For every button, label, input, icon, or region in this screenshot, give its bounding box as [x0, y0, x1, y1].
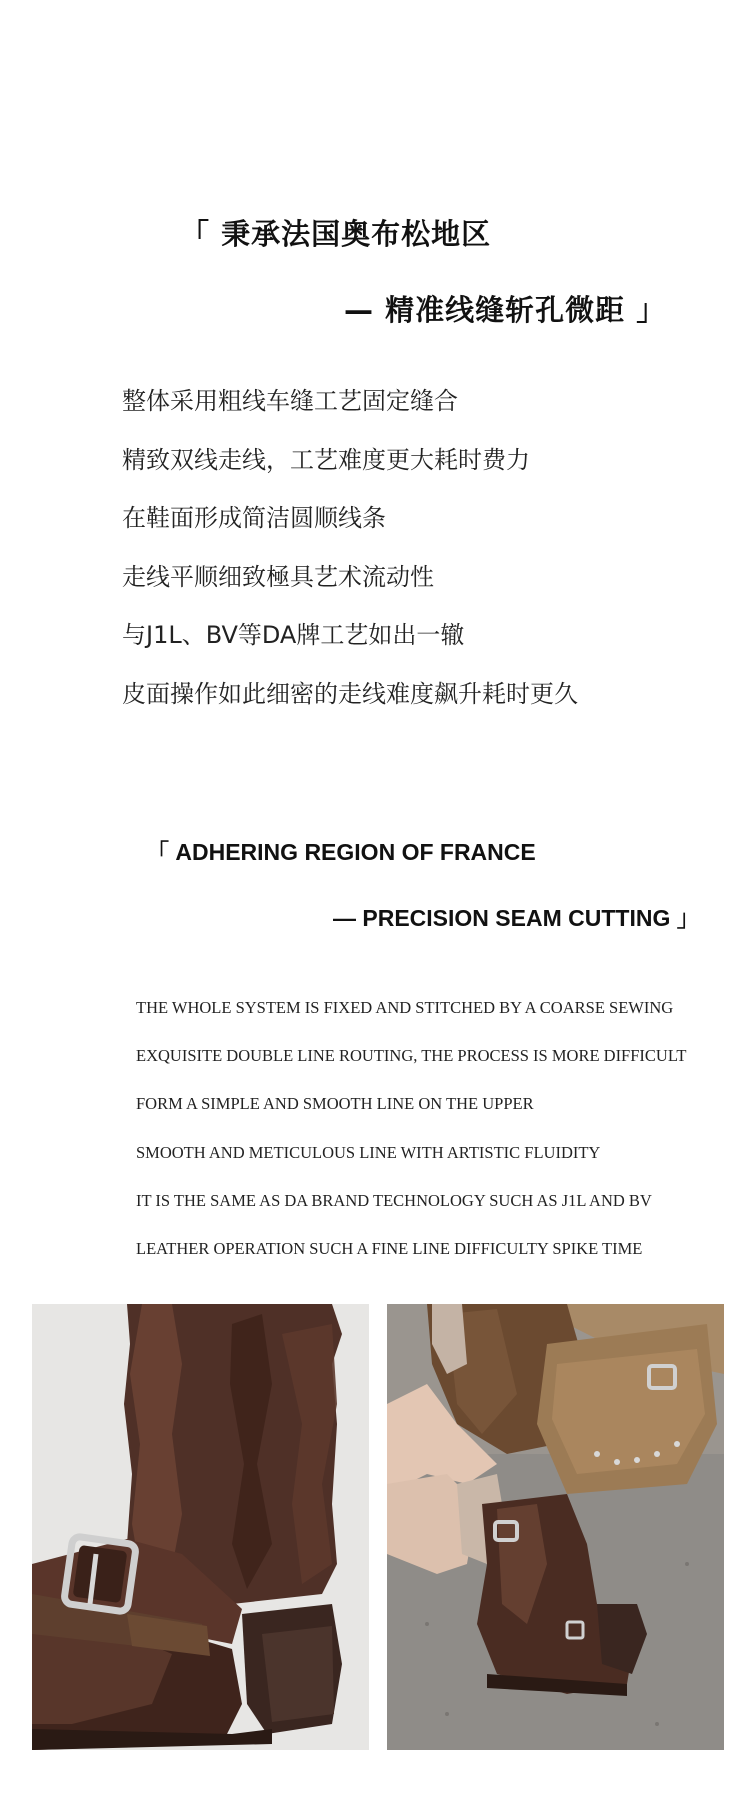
- english-line: LEATHER OPERATION SUCH A FINE LINE DIFFICULTY SPIKE TIME: [136, 1239, 643, 1259]
- chinese-line: 与J1L、BV等DA牌工艺如出一辙: [122, 621, 465, 649]
- chinese-heading-line-1: 「 秉承法国奥布松地区: [180, 217, 492, 251]
- english-line: EXQUISITE DOUBLE LINE ROUTING, THE PROCESS IS MORE DIFFICULT: [136, 1046, 687, 1066]
- boot-closeup-illustration: [32, 1304, 369, 1750]
- chinese-line: 整体采用粗线车缝工艺固定缝合: [122, 387, 458, 415]
- english-heading-line-1: 「 ADHERING REGION OF FRANCE: [146, 839, 536, 865]
- english-description: [136, 984, 686, 1273]
- chinese-description: [122, 372, 578, 723]
- english-line: SMOOTH AND METICULOUS LINE WITH ARTISTIC FLUIDITY: [136, 1142, 601, 1162]
- chinese-heading-line-2: — 精准线缝斩孔微距 」: [344, 293, 667, 327]
- english-line: THE WHOLE SYSTEM IS FIXED AND STITCHED BY A COARSE SEWING: [136, 998, 674, 1017]
- chinese-line: 走线平顺细致極具艺术流动性: [122, 562, 434, 591]
- english-heading-line-2: — PRECISION SEAM CUTTING 」: [333, 905, 700, 931]
- chinese-line: 皮面操作如此细密的走线难度飙升耗时更久: [122, 679, 578, 708]
- model-scene-illustration: [387, 1304, 724, 1750]
- chinese-line: 精致双线走线，工艺难度更大耗时费力: [122, 445, 530, 474]
- english-line: FORM A SIMPLE AND SMOOTH LINE ON THE UPPER: [136, 1094, 534, 1114]
- model-wearing-boots-photo: [387, 1304, 724, 1750]
- chinese-line: 在鞋面形成简洁圆顺线条: [122, 504, 386, 532]
- english-line: IT IS THE SAME AS DA BRAND TECHNOLOGY SUCH AS J1L AND BV: [136, 1190, 652, 1210]
- boot-closeup-photo: [32, 1304, 369, 1750]
